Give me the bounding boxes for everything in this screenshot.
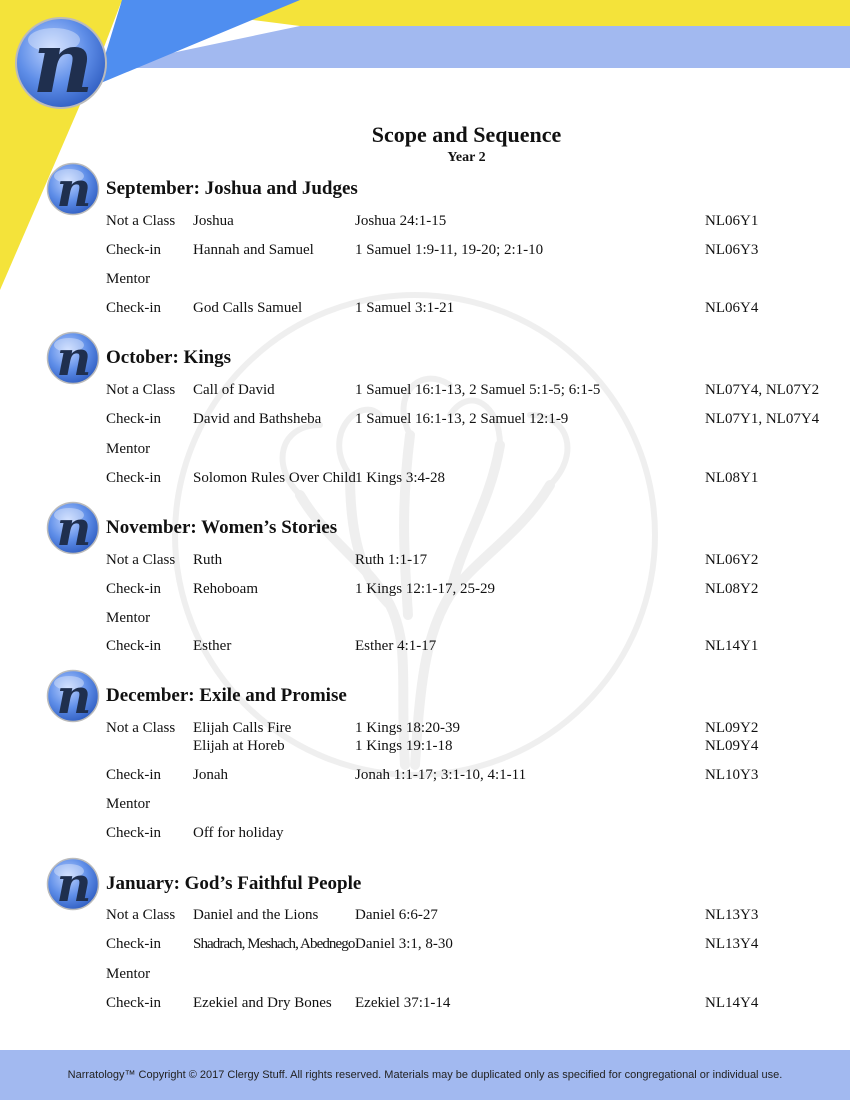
scripture-reference: 1 Kings 3:4-28 xyxy=(355,470,445,486)
section-icon xyxy=(46,501,100,560)
svg-text:n: n xyxy=(56,501,92,555)
scripture-reference: 1 Kings 18:20-39 xyxy=(355,720,460,736)
lesson-code: NL07Y4, NL07Y2 xyxy=(705,382,820,398)
scripture-reference: 1 Kings 19:1-18 xyxy=(355,738,453,754)
lesson-code: NL06Y1 xyxy=(705,213,759,229)
session-type: Mentor xyxy=(106,271,151,287)
session-type: Check-in xyxy=(106,638,161,654)
lesson-title: Shadrach, Meshach, Abednego xyxy=(193,936,355,952)
footer: Narratology™ Copyright © 2017 Clergy Stuff. All rights reserved. Materials may be duplicated only as specified for congregational or individual use. xyxy=(0,1050,850,1100)
scripture-reference: Joshua 24:1-15 xyxy=(355,213,447,229)
session-type: Check-in xyxy=(106,767,161,783)
scripture-reference: Daniel 3:1, 8-30 xyxy=(355,936,453,952)
title-block xyxy=(0,122,850,167)
section-heading: January: God’s Faithful People xyxy=(106,873,362,894)
lesson-code: NL09Y2 xyxy=(705,720,759,736)
lesson-code: NL06Y4 xyxy=(705,300,759,316)
session-type: Check-in xyxy=(106,411,161,427)
lesson-title: Elijah Calls Fire xyxy=(193,720,292,736)
session-type: Mentor xyxy=(106,610,151,626)
lesson-title: Joshua xyxy=(193,213,234,229)
lesson-code: NL13Y3 xyxy=(705,907,759,923)
section-heading: December: Exile and Promise xyxy=(106,685,347,706)
scripture-reference: Jonah 1:1-17; 3:1-10, 4:1-11 xyxy=(355,767,527,783)
session-type: Mentor xyxy=(106,441,151,457)
svg-text:n: n xyxy=(56,331,92,385)
lesson-code: NL13Y4 xyxy=(705,936,759,952)
session-type: Not a Class xyxy=(106,907,176,923)
scripture-reference: 1 Samuel 16:1-13, 2 Samuel 5:1-5; 6:1-5 xyxy=(355,382,601,398)
lesson-code: NL08Y1 xyxy=(705,470,759,486)
lesson-code: NL14Y1 xyxy=(705,638,759,654)
lesson-title: Esther xyxy=(193,638,232,654)
svg-text:n: n xyxy=(32,16,94,110)
scripture-reference: 1 Kings 12:1-17, 25-29 xyxy=(355,581,495,597)
section-icon xyxy=(46,331,100,390)
section-icon xyxy=(46,857,100,916)
section-heading: November: Women’s Stories xyxy=(106,517,338,538)
section-logo-icon xyxy=(46,669,100,723)
lesson-title: Rehoboam xyxy=(193,581,258,597)
lesson-title: David and Bathsheba xyxy=(193,411,322,427)
session-type: Check-in xyxy=(106,581,161,597)
svg-text:n: n xyxy=(56,669,92,723)
lesson-title: Jonah xyxy=(193,767,228,783)
lesson-title: Daniel and the Lions xyxy=(193,907,319,923)
lesson-code: NL06Y3 xyxy=(705,242,759,258)
section-heading: October: Kings xyxy=(106,347,232,368)
scripture-reference: Esther 4:1-17 xyxy=(355,638,437,654)
lesson-title: Hannah and Samuel xyxy=(193,242,314,258)
session-type: Check-in xyxy=(106,242,161,258)
session-type: Not a Class xyxy=(106,213,176,229)
lesson-code: NL14Y4 xyxy=(705,995,759,1011)
session-type: Mentor xyxy=(106,966,151,982)
session-type: Check-in xyxy=(106,995,161,1011)
page-subtitle: Year 2 xyxy=(447,150,486,165)
lesson-title: Off for holiday xyxy=(193,825,284,841)
narratology-logo-icon xyxy=(14,16,108,110)
lesson-code: NL06Y2 xyxy=(705,552,759,568)
session-type: Not a Class xyxy=(106,552,176,568)
section-icon xyxy=(46,669,100,728)
page-title: Scope and Sequence xyxy=(371,122,562,147)
section-logo-icon xyxy=(46,331,100,385)
scripture-reference: 1 Samuel 1:9-11, 19-20; 2:1-10 xyxy=(355,242,544,258)
lesson-code: NL10Y3 xyxy=(705,767,759,783)
lesson-code: NL09Y4 xyxy=(705,738,759,754)
lesson-title: Ezekiel and Dry Bones xyxy=(193,995,332,1011)
scripture-reference: 1 Samuel 16:1-13, 2 Samuel 12:1-9 xyxy=(355,411,569,427)
session-type: Mentor xyxy=(106,796,151,812)
lesson-code: NL08Y2 xyxy=(705,581,759,597)
section-logo-icon xyxy=(46,501,100,555)
section-logo-icon xyxy=(46,857,100,911)
lesson-title: Solomon Rules Over Child xyxy=(193,470,356,486)
session-type: Check-in xyxy=(106,936,161,952)
lesson-title: God Calls Samuel xyxy=(193,300,303,316)
svg-text:n: n xyxy=(56,857,92,911)
svg-text:n: n xyxy=(56,162,92,216)
session-type: Not a Class xyxy=(106,382,176,398)
section-heading: September: Joshua and Judges xyxy=(106,178,358,199)
section-logo-icon xyxy=(46,162,100,216)
section-icon xyxy=(46,162,100,221)
lesson-title: Elijah at Horeb xyxy=(193,738,285,754)
lesson-code: NL07Y1, NL07Y4 xyxy=(705,411,820,427)
lesson-title: Call of David xyxy=(193,382,275,398)
session-type: Check-in xyxy=(106,300,161,316)
lesson-title: Ruth xyxy=(193,552,223,568)
session-type: Check-in xyxy=(106,470,161,486)
scripture-reference: Daniel 6:6-27 xyxy=(355,907,438,923)
session-type: Check-in xyxy=(106,825,161,841)
scripture-reference: Ezekiel 37:1-14 xyxy=(355,995,451,1011)
scripture-reference: Ruth 1:1-17 xyxy=(355,552,428,568)
session-type: Not a Class xyxy=(106,720,176,736)
scripture-reference: 1 Samuel 3:1-21 xyxy=(355,300,455,316)
